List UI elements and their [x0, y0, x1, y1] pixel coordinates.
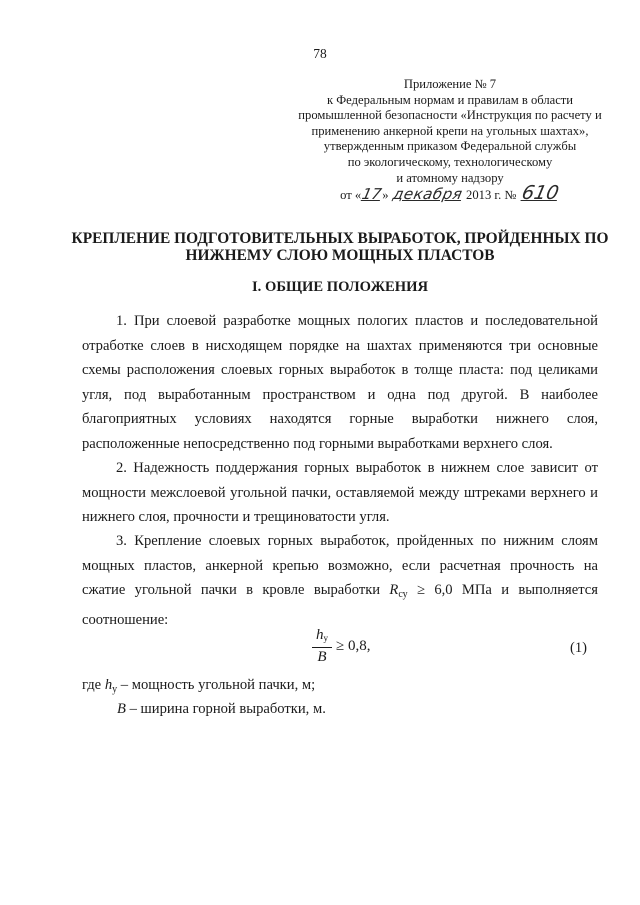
- appendix-header: [280, 77, 620, 204]
- approval-line: [280, 182, 620, 205]
- fraction-denominator: B: [317, 649, 327, 665]
- appendix-line: Приложение № 7: [403, 77, 497, 91]
- appendix-line: утвержденным приказом Федеральной службы: [323, 139, 577, 154]
- document-title: [60, 230, 620, 264]
- handwritten-day: 17: [360, 185, 384, 204]
- handwritten-order-number: 610: [519, 182, 561, 205]
- paragraph-1: [82, 309, 598, 457]
- section-heading: I. ОБЩИЕ ПОЛОЖЕНИЯ: [252, 279, 428, 295]
- appendix-line: применению анкерной крепи на угольных шахтах»,: [311, 123, 589, 138]
- page-number: 78: [313, 46, 327, 61]
- b-symbol: B: [117, 701, 126, 717]
- h-definition: – мощность угольной пачки, м;: [117, 677, 316, 693]
- appendix-line: и атомному надзору: [396, 170, 504, 185]
- h-subscript: у: [112, 684, 118, 695]
- title-line: НИЖНЕМУ СЛОЮ МОЩНЫХ ПЛАСТОВ: [185, 247, 495, 264]
- h-symbol: h: [104, 677, 113, 693]
- paragraph-text: [82, 529, 598, 632]
- title-line: КРЕПЛЕНИЕ ПОДГОТОВИТЕЛЬНЫХ ВЫРАБОТОК, ПРОЙДЕННЫХ ПО: [71, 230, 609, 247]
- paragraph-text-start: 3. Крепление слоевых горных выработок, пройденных по нижним слоям мощных пластов, анкерной крепью возможно, если расчетная прочность на сжатие угольной пачки в кровле выработки: [82, 533, 598, 599]
- numerator-subscript: у: [323, 633, 328, 643]
- where-prefix: где: [82, 677, 105, 693]
- paragraph-3: [82, 529, 598, 632]
- approval-middle: »: [382, 188, 392, 203]
- fraction-numerator: [312, 626, 332, 648]
- approval-prefix: от «: [340, 188, 362, 203]
- paragraph-text: 1. При слоевой разработке мощных пологих пластов и последовательной отработке слоев в нисходящем порядке на шахтах применяются три основные схемы расположения слоевых горных выработок в толще пласта: под целиками угля, под выработанным пространством и одна под другой. В наиболее благоприятных условиях находятся горные выработки нижнего слоя, расположенные непосредственно под горными выработками верхнего слоя.: [82, 313, 598, 452]
- fraction: [312, 626, 332, 666]
- paragraph-text-end: ≥ 6,0 МПа и выполняется соотношение:: [82, 582, 598, 628]
- handwritten-month: декабря: [391, 185, 464, 204]
- strength-symbol: R: [389, 582, 399, 599]
- appendix-line: промышленной безопасности «Инструкция по расчету и: [298, 108, 602, 123]
- appendix-line: по экологическому, технологическому: [347, 154, 553, 169]
- numerator-symbol: h: [316, 627, 324, 643]
- paragraph-text: 2. Надежность поддержания горных выработок в нижнем слое зависит от мощности межслоевой угольной пачки, оставляемой между штреками верхнего и нижнего слоя, прочности и трещиноватости угля.: [82, 460, 598, 526]
- equation-number: (1): [570, 640, 588, 656]
- formula-1: [312, 626, 370, 666]
- b-definition: – ширина горной выработки, м.: [125, 701, 326, 717]
- strength-subscript: су: [398, 589, 408, 601]
- formula-relation: ≥ 0,8,: [336, 637, 371, 654]
- approval-year: 2013 г. №: [462, 188, 520, 203]
- paragraph-2: [82, 456, 598, 530]
- definition-b: [117, 697, 326, 722]
- appendix-line: к Федеральным нормам и правилам в области: [326, 92, 574, 107]
